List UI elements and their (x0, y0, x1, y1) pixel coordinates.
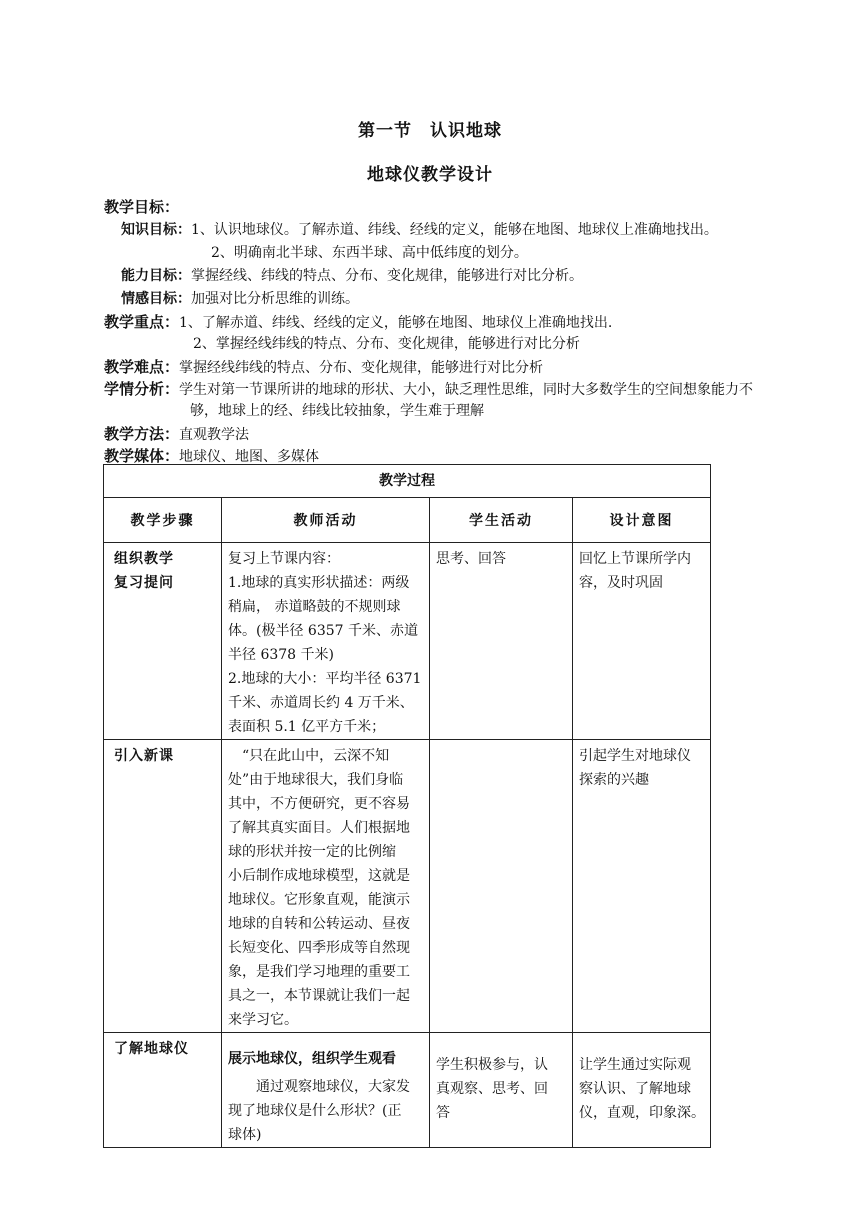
ability-goal-row (121, 265, 583, 285)
teacher-line: 长短变化、四季形成等自然现 (228, 940, 410, 956)
media-label: 教学媒体： (104, 447, 180, 465)
teacher-line: 了解其真实面目。人们根据地 (228, 820, 410, 836)
teacher-line: 处”由于地球很大，我们身临 (228, 772, 404, 788)
teacher-line: 通过观察地球仪，大家发 (228, 1079, 410, 1095)
teacher-line: 象，是我们学习地理的重要工 (228, 964, 410, 980)
knowledge-goal-row (121, 219, 718, 239)
student-cell (430, 1033, 573, 1148)
teacher-line: 来学习它。 (228, 1012, 298, 1028)
student-line: 思考、回答 (436, 551, 506, 567)
emotion-goal-text: 加强对比分析思维的训练。 (191, 291, 359, 307)
teacher-line: 球的形状并按一定的比例缩 (228, 844, 396, 860)
header-teacher: 教师活动 (222, 498, 430, 543)
teacher-cell (222, 543, 430, 740)
table-header-row (104, 498, 711, 543)
header-student: 学生活动 (430, 498, 573, 543)
intent-line: 回忆上节课所学内 (579, 551, 691, 567)
intent-line: 让学生通过实际观 (579, 1057, 691, 1073)
teacher-line: 2.地球的大小：平均半径 6371 (228, 671, 422, 687)
teaching-process-table (103, 464, 711, 1148)
knowledge-goal-text-2: 2、明确南北半球、东西半球、高中低纬度的划分。 (211, 245, 528, 261)
teacher-line: 复习上节课内容： (228, 551, 340, 567)
teacher-line: 表面积 5.1 亿平方千米； (228, 719, 386, 735)
student-cell (430, 543, 573, 740)
student-line: 学生积极参与，认 (436, 1057, 548, 1073)
method-label: 教学方法： (104, 425, 180, 443)
ability-goal-label: 能力目标： (121, 268, 191, 284)
teacher-line: 其中，不方便研究，更不容易 (228, 796, 410, 812)
step-cell (104, 740, 222, 1033)
teacher-line: 球体) (228, 1127, 262, 1143)
document-subtitle: 地球仪教学设计 (367, 165, 493, 185)
emotion-goal-label: 情感目标： (121, 291, 191, 307)
section-title: 第一节 认识地球 (358, 121, 502, 141)
difficulty-label: 教学难点： (104, 358, 180, 376)
step-text: 了解地球仪 (114, 1041, 189, 1057)
intent-cell (573, 1033, 711, 1148)
goals-heading: 教学目标： (104, 198, 180, 216)
student-cell (430, 740, 573, 1033)
teacher-line: 稍扁， 赤道略鼓的不规则球 (228, 599, 401, 615)
teacher-line: “只在此山中，云深不知 (228, 748, 390, 764)
intent-cell (573, 543, 711, 740)
student-line: 真观察、思考、回 (436, 1081, 548, 1097)
knowledge-goal-text-1: 1、认识地球仪。了解赤道、纬线、经线的定义，能够在地图、地球仪上准确地找出。 (191, 222, 718, 238)
teacher-line: 地球的自转和公转运动、昼夜 (228, 916, 410, 932)
step-cell (104, 1033, 222, 1148)
header-step: 教学步骤 (104, 498, 222, 543)
table-caption: 教学过程 (104, 465, 711, 498)
intent-line: 容，及时巩固 (579, 575, 663, 591)
key-points-row (104, 311, 612, 332)
teacher-line: 小后制作成地球模型，这就是 (228, 868, 410, 884)
intent-line: 探索的兴趣 (579, 772, 649, 788)
method-row (104, 423, 249, 444)
intent-line: 仪，直观，印象深。 (579, 1105, 705, 1121)
intent-cell (573, 740, 711, 1033)
header-intent: 设计意图 (573, 498, 711, 543)
intent-line: 引起学生对地球仪 (579, 748, 691, 764)
teacher-line: 半径 6378 千米) (228, 647, 334, 663)
difficulty-text: 掌握经线纬线的特点、分布、变化规律，能够进行对比分析 (179, 360, 544, 376)
teacher-line: 地球仪。它形象直观，能演示 (228, 892, 410, 908)
teacher-cell (222, 1033, 430, 1148)
student-line: 答 (436, 1105, 450, 1121)
emotion-goal-row (121, 288, 359, 308)
media-row (104, 445, 319, 466)
step-cell (104, 543, 222, 740)
teacher-subtitle: 展示地球仪，组织学生观看 (228, 1051, 396, 1067)
knowledge-goal-label: 知识目标： (121, 222, 191, 238)
analysis-text-1: 学生对第一节课所讲的地球的形状、大小，缺乏理性思维，同时大多数学生的空间想象能力不 (179, 382, 754, 398)
teacher-cell (222, 740, 430, 1033)
step-text: 复习提问 (114, 575, 174, 591)
key-points-label: 教学重点： (104, 313, 180, 331)
step-text: 组织教学 (114, 551, 174, 567)
table-row (104, 1033, 711, 1148)
teacher-line: 千米、赤道周长约 4 万千米、 (228, 695, 414, 711)
analysis-text-2: 够，地球上的经、纬线比较抽象，学生难于理解 (190, 403, 484, 419)
table-row (104, 740, 711, 1033)
analysis-label: 学情分析： (104, 380, 180, 398)
key-points-text-2: 2、掌握经线纬线的特点、分布、变化规律，能够进行对比分析 (193, 336, 580, 352)
teacher-line: 现了地球仪是什么形状？(正 (228, 1103, 402, 1119)
analysis-row (104, 378, 753, 399)
method-text: 直观教学法 (179, 427, 250, 443)
step-text: 引入新课 (114, 748, 174, 764)
teacher-line: 具之一，本节课就让我们一起 (228, 988, 410, 1004)
key-points-text-1: 1、了解赤道、纬线、经线的定义，能够在地图、地球仪上准确地找出. (179, 315, 613, 331)
teacher-line: 体。(极半径 6357 千米、赤道 (228, 623, 418, 639)
ability-goal-text: 掌握经线、纬线的特点、分布、变化规律，能够进行对比分析。 (191, 268, 583, 284)
table-row (104, 543, 711, 740)
difficulty-row (104, 356, 543, 377)
intent-line: 察认识、了解地球 (579, 1081, 691, 1097)
teacher-line: 1.地球的真实形状描述：两级 (228, 575, 410, 591)
media-text: 地球仪、地图、多媒体 (179, 449, 320, 465)
